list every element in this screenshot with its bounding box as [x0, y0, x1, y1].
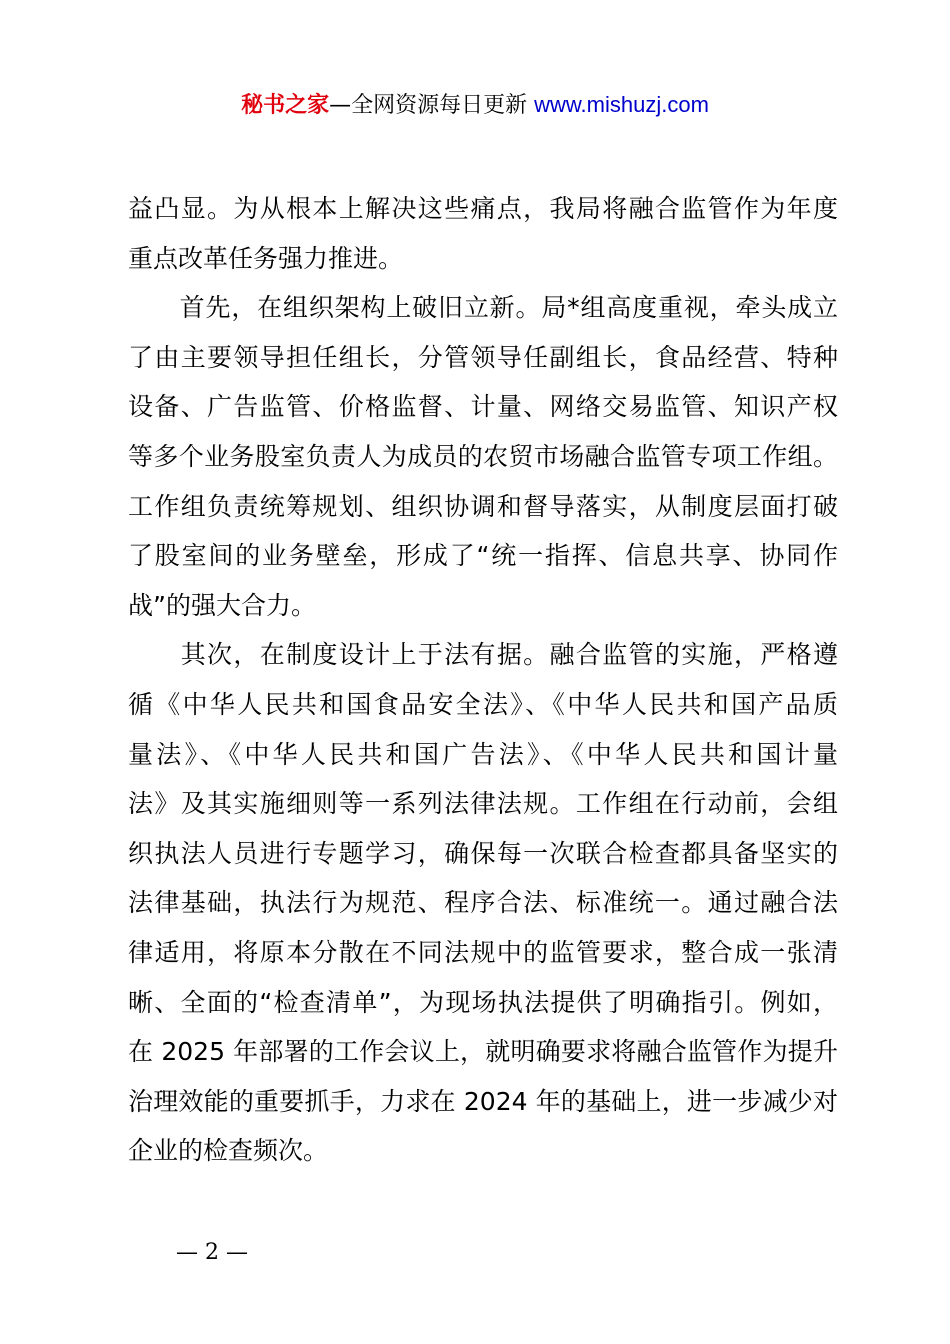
text-line: 等多个业务股室负责人为成员的农贸市场融合监管专项工作组。 — [128, 441, 838, 471]
text-line: 战”的强大合力。 — [128, 590, 316, 620]
text-line: 其次，在制度设计上于法有据。融合监管的实施，严格遵 — [128, 640, 838, 670]
text-line: 首先，在组织架构上破旧立新。局*组高度重视，牵头成立 — [128, 293, 838, 323]
text-line: 在 2025 年部署的工作会议上，就明确要求将融合监管作为提升 — [128, 1037, 838, 1067]
text-line: 设备、广告监管、价格监督、计量、网络交易监管、知识产权 — [128, 392, 838, 422]
site-url-link[interactable]: www.mishuzj.com — [534, 92, 709, 117]
text-line: 重点改革任务强力推进。 — [128, 243, 404, 273]
paragraph-continuation — [128, 184, 838, 283]
site-header — [0, 88, 950, 123]
text-line: 治理效能的重要抓手，力求在 2024 年的基础上，进一步减少对 — [128, 1086, 838, 1116]
text-line: 工作组负责统筹规划、组织协调和督导落实，从制度层面打破 — [128, 491, 838, 521]
text-line: 法律基础，执法行为规范、程序合法、标准统一。通过融合法 — [128, 888, 838, 918]
paragraph-organization — [128, 283, 838, 630]
text-line: 循《中华人民共和国食品安全法》、《中华人民共和国产品质 — [128, 689, 838, 719]
page-number: — 2 — — [176, 1240, 248, 1265]
document-body — [128, 184, 838, 1176]
text-line: 了由主要领导担任组长，分管领导任副组长，食品经营、特种 — [128, 342, 838, 372]
text-line: 量法》、《中华人民共和国广告法》、《中华人民共和国计量 — [128, 739, 838, 769]
header-slogan: —全网资源每日更新 — [329, 93, 535, 118]
text-line: 企业的检查频次。 — [128, 1136, 329, 1166]
text-line: 织执法人员进行专题学习，确保每一次联合检查都具备坚实的 — [128, 838, 838, 868]
brand-name: 秘书之家 — [241, 93, 330, 118]
paragraph-legal-basis — [128, 630, 838, 1176]
text-line: 法》及其实施细则等一系列法律法规。工作组在行动前，会组 — [128, 789, 838, 819]
text-line: 律适用，将原本分散在不同法规中的监管要求，整合成一张清 — [128, 937, 838, 967]
text-line: 益凸显。为从根本上解决这些痛点，我局将融合监管作为年度 — [128, 194, 838, 223]
text-line: 晰、全面的“检查清单”，为现场执法提供了明确指引。例如， — [128, 987, 838, 1017]
text-line: 了股室间的业务壁垒，形成了“统一指挥、信息共享、协同作 — [128, 541, 838, 571]
